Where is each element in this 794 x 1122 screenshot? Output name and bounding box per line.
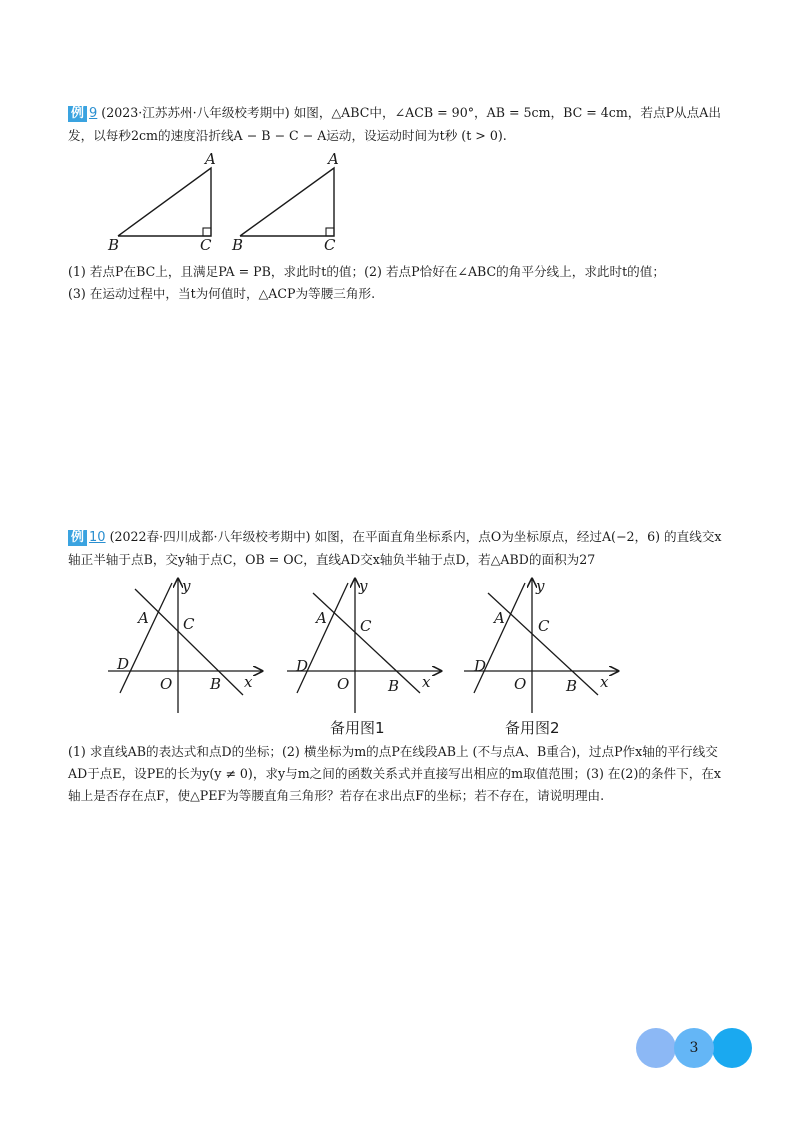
caption-backup-1: 备用图1 — [330, 719, 385, 735]
caption-backup-2: 备用图2 — [505, 719, 560, 735]
problem-10-text: (2022春·四川成都·八年级校考期中) 如图，在平面直角坐标系内，点O为坐标原点，经过A(−2，6) 的直线交x轴正半轴于点B，交y轴于点C，OB = OC，直线AD交x轴负半轴于点D，若△ABD的面积为27 — [68, 529, 722, 567]
page-number: 3 — [689, 1040, 699, 1056]
label-y: y — [536, 577, 545, 595]
decor-circle-3 — [712, 1028, 752, 1068]
label-C: C — [200, 236, 212, 254]
decor-circle-2 — [674, 1028, 714, 1068]
decor-circle-1 — [636, 1028, 676, 1068]
triangle-figure-2 — [231, 150, 339, 254]
label-D: D — [117, 655, 130, 673]
page-number-badge — [636, 1028, 752, 1068]
problem-10 — [68, 526, 728, 571]
label-y: y — [359, 577, 368, 595]
coordinate-figure-backup-2 — [464, 577, 618, 735]
problem-9-intro — [68, 102, 728, 147]
label-C: C — [183, 615, 195, 633]
label-A: A — [205, 150, 216, 168]
problem-10-question-text: (1) 求直线AB的表达式和点D的坐标；(2) 横坐标为m的点P在线段AB上 (不与点A、B重合)，过点P作x轴的平行线交AD于点E，设PE的长为y(y ≠ 0)，求y与m之间的函数关系式并直接写出相应的m取值范围；(3) 在(2)的条件下，在x轴上是否存在点F，使△PEF为等腰直角三角形？若存在求出点F的坐标；若不存在，请说明理由. — [68, 744, 722, 803]
problem-9-questions — [68, 261, 728, 305]
problem-10-figures — [0, 575, 794, 735]
label-O: O — [160, 675, 173, 693]
problem-9 — [68, 102, 728, 147]
label-A: A — [328, 150, 339, 168]
label-B: B — [210, 675, 222, 693]
question-1-2: (1) 若点P在BC上，且满足PA = PB，求此时t的值；(2) 若点P恰好在∠ABC的角平分线上，求此时t的值； — [68, 264, 665, 279]
coordinate-figure-main — [108, 577, 262, 713]
label-C: C — [324, 236, 336, 254]
label-O: O — [514, 675, 527, 693]
label-C: C — [360, 617, 372, 635]
label-B: B — [108, 236, 120, 254]
example-tag: 例 — [68, 106, 87, 122]
label-A: A — [494, 609, 505, 627]
example-tag: 例 — [68, 530, 87, 546]
problem-9-text: (2023·江苏苏州·八年级校考期中) 如图，△ABC中，∠ACB = 90°，AB = 5cm，BC = 4cm，若点P从点A出发，以每秒2cm的速度沿折线A − B − C − A运动，设运动时间为t秒 (t > 0). — [68, 105, 721, 143]
triangle-figure-1 — [107, 150, 216, 254]
question-3: (3) 在运动过程中，当t为何值时，△ACP为等腰三角形. — [68, 286, 376, 301]
problem-9-figures — [0, 150, 794, 260]
label-A: A — [316, 609, 327, 627]
label-B: B — [388, 677, 400, 695]
label-x: x — [600, 673, 609, 691]
coordinate-figure-backup-1 — [287, 577, 441, 735]
problem-10-intro — [68, 526, 728, 571]
label-B: B — [232, 236, 244, 254]
label-x: x — [422, 673, 431, 691]
example-number: 9 — [89, 106, 98, 121]
label-A: A — [138, 609, 149, 627]
label-B: B — [566, 677, 578, 695]
label-C: C — [538, 617, 550, 635]
label-D: D — [296, 657, 309, 675]
example-number: 10 — [89, 530, 106, 545]
label-x: x — [244, 673, 253, 691]
label-O: O — [337, 675, 350, 693]
label-y: y — [182, 577, 191, 595]
problem-10-questions — [68, 741, 728, 807]
label-D: D — [474, 657, 487, 675]
